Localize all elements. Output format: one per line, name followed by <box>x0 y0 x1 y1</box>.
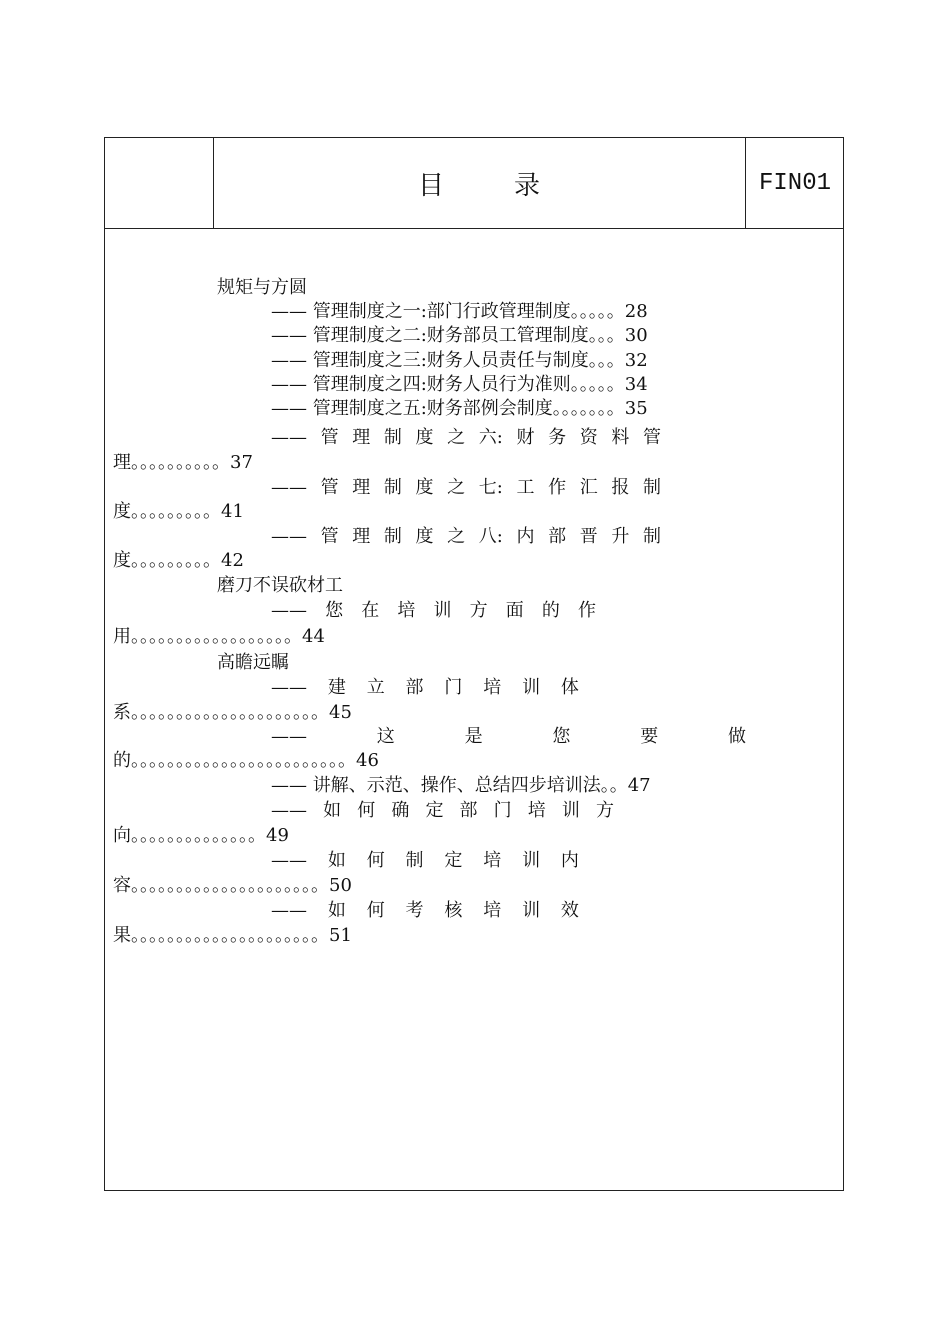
toc-entry-continuation: 度。。。。。。。。。41 <box>113 501 244 522</box>
toc-entry-justified <box>271 676 579 700</box>
word: 考 <box>405 900 424 921</box>
word: 度 <box>415 477 434 498</box>
word: 立 <box>366 677 385 698</box>
word: 报 <box>611 477 630 498</box>
toc-entry-justified <box>271 525 661 549</box>
section-title: 高瞻远瞩 <box>217 652 289 673</box>
word: 何 <box>366 850 385 871</box>
word: 这 <box>376 726 395 747</box>
word: 方 <box>469 600 488 621</box>
word: 七: <box>478 477 503 498</box>
word: 制 <box>642 526 661 547</box>
word: 部 <box>459 800 478 821</box>
word: 要 <box>640 726 659 747</box>
toc-entry: —— 讲解、示范、操作、总结四步培训法。。47 <box>271 775 651 796</box>
word: 定 <box>425 800 444 821</box>
word: 培 <box>527 800 546 821</box>
entry-lead: —— <box>271 726 307 747</box>
toc-entry-words <box>271 799 614 823</box>
word: 培 <box>483 850 502 871</box>
toc-entry: —— 管理制度之三:财务人员责任与制度。。。32 <box>271 350 648 371</box>
word: 部 <box>405 677 424 698</box>
toc-entry-justified <box>271 849 579 873</box>
word: 制 <box>405 850 424 871</box>
word: 您 <box>325 600 344 621</box>
document-code: FIN01 <box>758 169 831 197</box>
header-row <box>105 138 843 229</box>
word: 培 <box>397 600 416 621</box>
toc-entry: —— 管理制度之五:财务部例会制度。。。。。。。35 <box>271 398 648 419</box>
toc-entry-continuation: 果。。。。。。。。。。。。。。。。。。。。。51 <box>113 925 352 946</box>
word: 六: <box>478 427 503 448</box>
entry-lead: —— <box>271 900 307 921</box>
toc-entry-justified <box>271 476 661 500</box>
toc-entry: —— 管理制度之二:财务部员工管理制度。。。30 <box>271 325 648 346</box>
entry-lead: —— <box>271 800 307 821</box>
toc-entry-words <box>271 849 579 873</box>
table-of-contents <box>105 229 843 1189</box>
toc-entry-justified <box>271 426 661 450</box>
word: 制 <box>642 477 661 498</box>
header-blank-cell <box>105 138 214 228</box>
word: 效 <box>560 900 579 921</box>
entry-lead: —— <box>271 526 307 547</box>
word: 内 <box>560 850 579 871</box>
section-title: 磨刀不误砍材工 <box>217 575 343 596</box>
word: 工 <box>516 477 535 498</box>
word: 您 <box>552 726 571 747</box>
word: 何 <box>357 800 376 821</box>
word: 门 <box>493 800 512 821</box>
entry-lead: —— <box>271 677 307 698</box>
word: 管 <box>320 427 339 448</box>
toc-entry-continuation: 容。。。。。。。。。。。。。。。。。。。。。50 <box>113 875 352 896</box>
word: 门 <box>444 677 463 698</box>
word: 做 <box>727 726 746 747</box>
entry-lead: —— <box>271 477 307 498</box>
toc-entry-justified <box>271 899 579 923</box>
toc-entry-continuation: 的。。。。。。。。。。。。。。。。。。。。。。。。46 <box>113 750 379 771</box>
toc-entry-words <box>271 599 596 623</box>
word: 训 <box>561 800 580 821</box>
word: 如 <box>323 800 342 821</box>
word: 内 <box>516 526 535 547</box>
word: 理 <box>352 526 371 547</box>
word: 度 <box>415 526 434 547</box>
word: 之 <box>447 526 466 547</box>
toc-entry-words <box>271 899 579 923</box>
word: 汇 <box>579 477 598 498</box>
word: 训 <box>522 850 541 871</box>
word: 财 <box>516 427 535 448</box>
toc-entry-justified <box>271 599 596 623</box>
entry-lead: —— <box>271 427 307 448</box>
word: 制 <box>383 526 402 547</box>
word: 度 <box>415 427 434 448</box>
toc-entry: —— 管理制度之一:部门行政管理制度。。。。。28 <box>271 301 648 322</box>
word: 的 <box>541 600 560 621</box>
word: 定 <box>444 850 463 871</box>
word: 制 <box>383 427 402 448</box>
word: 训 <box>522 900 541 921</box>
word: 是 <box>464 726 483 747</box>
word: 培 <box>483 677 502 698</box>
toc-entry-justified <box>271 799 614 823</box>
toc-entry-continuation: 系。。。。。。。。。。。。。。。。。。。。。45 <box>113 702 352 723</box>
word: 管 <box>320 477 339 498</box>
word: 体 <box>560 677 579 698</box>
word: 料 <box>611 427 630 448</box>
toc-entry-words <box>271 476 661 500</box>
toc-entry-continuation: 向。。。。。。。。。。。。。。49 <box>113 825 289 846</box>
toc-entry-justified <box>271 725 746 749</box>
word: 建 <box>327 677 346 698</box>
word: 方 <box>595 800 614 821</box>
document-title: 目录 <box>213 138 746 228</box>
entry-lead: —— <box>271 850 307 871</box>
word: 确 <box>391 800 410 821</box>
document-page <box>104 137 844 1191</box>
word: 制 <box>383 477 402 498</box>
word: 务 <box>548 427 567 448</box>
word: 资 <box>579 427 598 448</box>
word: 之 <box>447 427 466 448</box>
toc-entry-words <box>271 525 661 549</box>
toc-entry-words <box>271 676 579 700</box>
toc-entry-words <box>271 725 746 749</box>
word: 培 <box>483 900 502 921</box>
word: 八: <box>478 526 503 547</box>
word: 理 <box>352 477 371 498</box>
word: 之 <box>447 477 466 498</box>
word: 如 <box>327 900 346 921</box>
toc-entry-continuation: 度。。。。。。。。。42 <box>113 550 244 571</box>
word: 如 <box>327 850 346 871</box>
word: 管 <box>320 526 339 547</box>
word: 部 <box>548 526 567 547</box>
toc-entry: —— 管理制度之四:财务人员行为准则。。。。。34 <box>271 374 648 395</box>
word: 训 <box>522 677 541 698</box>
word: 作 <box>548 477 567 498</box>
toc-entry-words <box>271 426 661 450</box>
toc-entry-continuation: 用。。。。。。。。。。。。。。。。。。44 <box>113 626 325 647</box>
word: 理 <box>352 427 371 448</box>
word: 面 <box>505 600 524 621</box>
entry-lead: —— <box>271 600 307 621</box>
word: 管 <box>642 427 661 448</box>
word: 何 <box>366 900 385 921</box>
word: 晋 <box>579 526 598 547</box>
word: 在 <box>361 600 380 621</box>
word: 升 <box>611 526 630 547</box>
word: 作 <box>578 600 596 621</box>
word: 训 <box>433 600 452 621</box>
toc-entry-continuation: 理。。。。。。。。。。37 <box>113 452 253 473</box>
word: 核 <box>444 900 463 921</box>
section-title: 规矩与方圆 <box>217 277 307 298</box>
